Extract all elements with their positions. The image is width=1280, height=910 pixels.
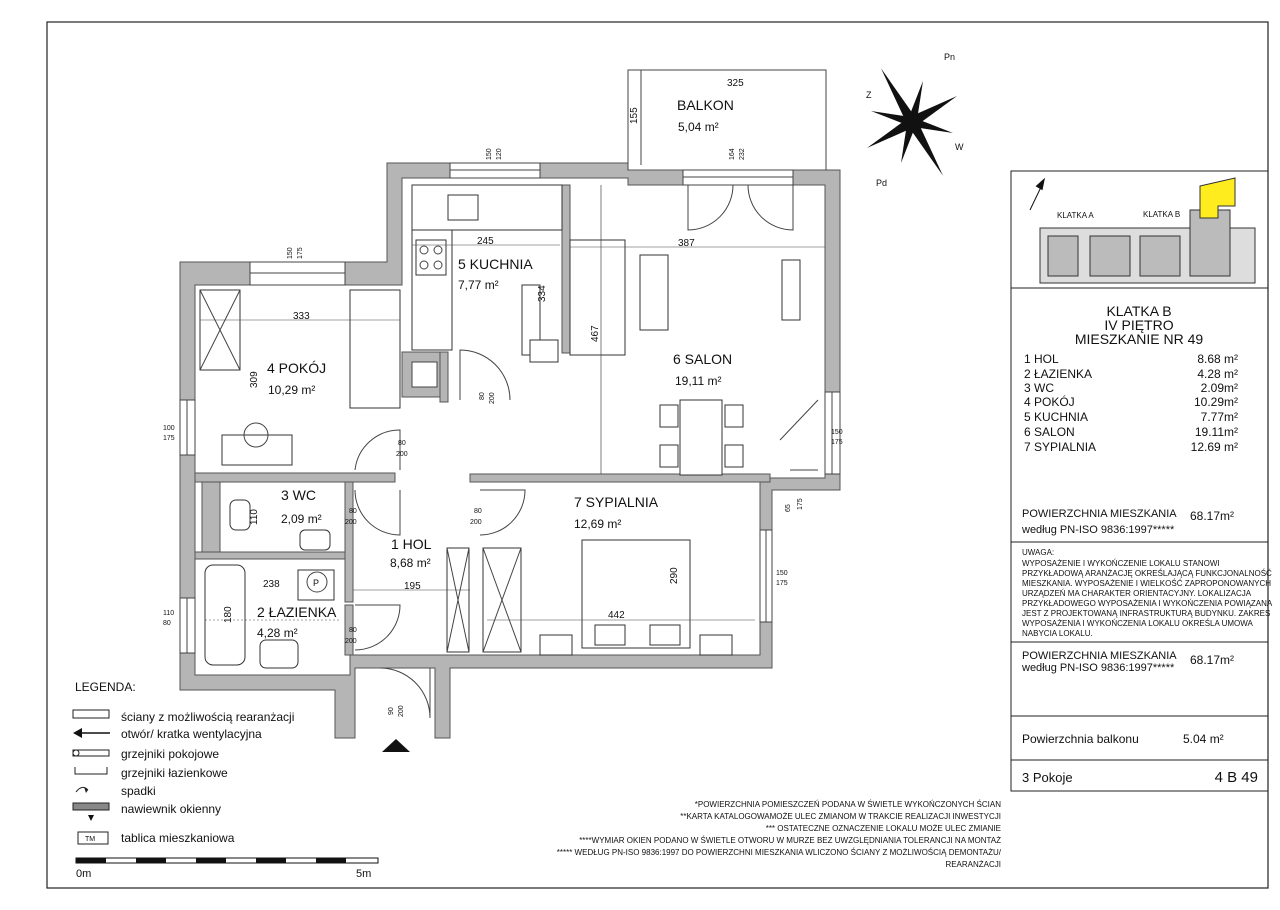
compass-north: Pn xyxy=(944,52,956,62)
title-line1: KLATKA B xyxy=(1106,303,1172,319)
room-pokoj-name: 4 POKÓJ xyxy=(267,360,327,376)
total-area2-label1: POWIERZCHNIA MIESZKANIA xyxy=(1022,650,1177,662)
footnote: *** OSTATECZNE OZNACZENIE LOKALU MOŻE ULEC ZMIANIE xyxy=(765,824,1001,833)
balcony-area-value: 5.04 m² xyxy=(1183,732,1224,746)
door-syp-h: 200 xyxy=(470,519,482,526)
footnote: ***** WEDŁUG PN-ISO 9836:1997 DO POWIERZCHNI MIESZKANIA WLICZONO ŚCIANY Z MOŻLIWOŚCIĄ DEMONTAŻU/ xyxy=(556,848,1001,857)
area-row-name: 7 SYPIALNIA xyxy=(1024,440,1097,454)
legend-wall-icon xyxy=(73,710,109,718)
win-syp-h: 175 xyxy=(776,580,788,587)
room-kuchnia-name: 5 KUCHNIA xyxy=(458,256,533,272)
area-row-value: 8.68 m² xyxy=(1197,352,1238,366)
wall-kuchnia-pokoj xyxy=(440,352,448,402)
flat-code: 4 B 49 xyxy=(1214,769,1258,786)
room-salon-name: 6 SALON xyxy=(673,351,733,367)
win-pokoj-w: 150 xyxy=(287,247,294,259)
area-row-value: 4.28 m² xyxy=(1197,367,1238,381)
legend xyxy=(73,680,378,880)
win-syp-w: 150 xyxy=(776,570,788,577)
total-area-value: 68.17m² xyxy=(1190,509,1235,523)
legend-item: tablica mieszkaniowa xyxy=(121,831,235,845)
title-line2: IV PIĘTRO xyxy=(1104,317,1174,333)
legend-slope-icon xyxy=(76,787,88,793)
dim-309: 309 xyxy=(249,371,260,388)
room-lazienka-area: 4,28 m² xyxy=(257,626,298,640)
door-laz-w: 80 xyxy=(349,627,357,634)
dim-180: 180 xyxy=(223,606,234,623)
uwaga-title: UWAGA: xyxy=(1022,548,1055,557)
dim-290: 290 xyxy=(669,567,680,584)
door-kuch-h: 200 xyxy=(489,392,496,404)
wall-pokoj-wc xyxy=(195,473,395,482)
room-kuchnia-area: 7,77 m² xyxy=(458,278,499,292)
legend-radiator-icon xyxy=(73,750,109,756)
legend-vent-icon xyxy=(73,728,110,738)
area-row-name: 1 HOL xyxy=(1024,352,1059,366)
area-row-name: 3 WC xyxy=(1024,381,1054,395)
door-sypialnia xyxy=(480,490,525,535)
compass-rose-icon xyxy=(836,42,988,201)
door-pokoj xyxy=(355,430,400,470)
win-kuchnia-w: 150 xyxy=(486,148,493,160)
rooms-count: 3 Pokoje xyxy=(1022,770,1073,785)
dim-245: 245 xyxy=(477,236,494,247)
footnote: *POWIERZCHNIA POMIESZCZEŃ PODANA W ŚWIETLE WYKOŃCZONYCH ŚCIAN xyxy=(694,800,1001,809)
door-lazienka xyxy=(355,605,400,650)
door-pokoj-h: 200 xyxy=(396,451,408,458)
room-wc-name: 3 WC xyxy=(281,487,316,503)
room-lazienka-name: 2 ŁAZIENKA xyxy=(257,604,337,620)
compass-east: Z xyxy=(866,90,872,100)
win-pokoj-h: 175 xyxy=(297,247,304,259)
dim-195: 195 xyxy=(404,581,421,592)
compass-south: Pd xyxy=(876,178,888,188)
area-row-value: 19.11m² xyxy=(1194,425,1238,439)
key-plan xyxy=(1030,176,1255,283)
door-ent-h: 200 xyxy=(398,705,405,717)
dim-325: 325 xyxy=(727,78,744,89)
legend-tm-label: TM xyxy=(85,836,96,843)
footnote: **KARTA KATALOGOWAMOŻE ULEC ZMIANOM W TRAKCIE REALIZACJI INWESTYCJI xyxy=(680,812,1001,821)
legend-item: nawiewnik okienny xyxy=(121,802,222,816)
dim-442: 442 xyxy=(608,610,625,621)
area-row-value: 2.09m² xyxy=(1200,381,1238,395)
win-syp-off: 65 xyxy=(785,504,792,512)
footnote: ****WYMIAR OKIEN PODANO W ŚWIETLE OTWORU W MURZE BEZ UWZGLĘDNIANIA TOLERANCJI NA MONTAŻ xyxy=(579,836,1001,845)
uwaga-line: WYPOSAŻENIE I WYKOŃCZENIE LOKALU STANOWI xyxy=(1022,559,1220,568)
door-pokoj-w: 80 xyxy=(398,440,406,447)
room-salon-area: 19,11 m² xyxy=(675,374,722,388)
uwaga-line: JEST Z PROJEKTOWANĄ INFRASTRUKTURĄ BUDYNKU. ZAKRES xyxy=(1022,609,1271,618)
uwaga-line: URZĄDZEŃ MA CHARAKTER ORIENTACYJNY. LOKALIZACJA xyxy=(1022,589,1252,598)
win-pokoj2-h: 175 xyxy=(163,435,175,442)
legend-trickle-vent-icon xyxy=(73,803,109,821)
area-row-value: 12.69 m² xyxy=(1190,440,1238,454)
balcony-area-label: Powierzchnia balkonu xyxy=(1022,732,1139,746)
uwaga-line: NABYCIA LOKALU. xyxy=(1022,629,1093,638)
win-laz-w: 110 xyxy=(163,610,175,617)
door-wc-h: 200 xyxy=(345,519,357,526)
win-salon2-w: 150 xyxy=(831,429,843,436)
door-kuch-w: 80 xyxy=(479,392,486,400)
win-syp-off2: 175 xyxy=(797,498,804,510)
legend-item: spadki xyxy=(121,784,156,798)
svg-text:P: P xyxy=(313,578,320,588)
uwaga-line: WYPOSAŻENIA I WYKOŃCZENIA LOKALU OKREŚLA UMOWA xyxy=(1022,619,1253,628)
area-row-name: 2 ŁAZIENKA xyxy=(1024,367,1093,381)
uwaga-line: PRZYKŁADOWĄ ARANŻACJĘ OKREŚLAJĄCĄ FUNKCJONALNOŚĆ xyxy=(1022,569,1272,578)
wall-hol-sypialnia xyxy=(470,474,770,482)
title-line3: MIESZKANIE NR 49 xyxy=(1074,331,1204,347)
area-row-value: 7.77m² xyxy=(1200,410,1238,424)
legend-bath-radiator-icon xyxy=(75,767,107,774)
uwaga-note xyxy=(1022,548,1273,638)
legend-item: otwór/ kratka wentylacyjna xyxy=(121,727,262,741)
legend-title: LEGENDA: xyxy=(75,680,136,694)
total-area2-value: 68.17m² xyxy=(1190,653,1235,667)
door-wc-w: 80 xyxy=(349,508,357,515)
room-pokoj-area: 10,29 m² xyxy=(268,383,316,397)
dim-155: 155 xyxy=(629,107,640,124)
dim-238: 238 xyxy=(263,579,280,590)
total-area2-label2: według PN-ISO 9836:1997***** xyxy=(1022,662,1175,674)
dim-467: 467 xyxy=(590,325,601,342)
room-wc-area: 2,09 m² xyxy=(281,512,322,526)
compass-west: W xyxy=(955,142,964,152)
footnotes xyxy=(557,800,1002,869)
room-hol-name: 1 HOL xyxy=(391,536,432,552)
scale-bar xyxy=(76,858,378,863)
area-row-name: 6 SALON xyxy=(1024,425,1075,439)
total-area-label2: według PN-ISO 9836:1997***** xyxy=(1022,524,1175,536)
key-plan-klatka-b: KLATKA B xyxy=(1143,210,1181,219)
floor-plan xyxy=(180,70,840,752)
win-kuchnia-h: 120 xyxy=(496,148,503,160)
key-plan-klatka-a: KLATKA A xyxy=(1057,211,1094,220)
dim-110: 110 xyxy=(249,509,260,525)
uwaga-line: MIESZKANIA. WYPOSAŻENIE I WIELKOŚĆ ZAPROPONOWANYCH xyxy=(1022,579,1272,588)
door-laz-h: 200 xyxy=(345,638,357,645)
door-wc xyxy=(355,490,400,535)
balcony-name: BALKON xyxy=(677,97,734,113)
total-area-label1: POWIERZCHNIA MIESZKANIA xyxy=(1022,508,1177,520)
room-sypialnia-area: 12,69 m² xyxy=(574,517,622,531)
door-syp-w: 80 xyxy=(474,508,482,515)
dim-334: 334 xyxy=(537,285,548,302)
wall-wc-hol xyxy=(345,482,353,602)
footnote: REARANŻACJI xyxy=(945,860,1001,869)
win-salon-w: 164 xyxy=(729,148,736,160)
wall-kuchnia-salon xyxy=(562,185,570,353)
dim-387: 387 xyxy=(678,238,695,249)
area-row-name: 5 KUCHNIA xyxy=(1024,410,1089,424)
win-salon-h: 232 xyxy=(739,148,746,160)
balcony-area: 5,04 m² xyxy=(678,120,719,134)
uwaga-line: PRZYKŁADOWEGO WYPOSAŻENIA I WYKOŃCZENIA POWIĄZANA xyxy=(1022,599,1273,608)
title-block xyxy=(1011,171,1273,791)
area-table xyxy=(1024,352,1238,454)
entrance-marker xyxy=(382,739,410,752)
room-sypialnia-name: 7 SYPIALNIA xyxy=(574,494,659,510)
area-row-value: 10.29m² xyxy=(1193,395,1238,409)
win-pokoj2-w: 100 xyxy=(163,425,175,432)
wall-stub xyxy=(202,482,220,552)
win-salon2-h: 175 xyxy=(831,439,843,446)
scale-end: 5m xyxy=(356,868,372,880)
win-laz-h: 80 xyxy=(163,620,171,627)
door-ent-w: 90 xyxy=(388,707,395,715)
wall-wc-lazienka xyxy=(195,552,345,559)
room-hol-area: 8,68 m² xyxy=(390,556,431,570)
legend-item: ściany z możliwością rearanżacji xyxy=(121,710,295,724)
dim-333: 333 xyxy=(293,311,310,322)
legend-item: grzejniki pokojowe xyxy=(121,747,220,761)
scale-start: 0m xyxy=(76,868,92,880)
area-row-name: 4 POKÓJ xyxy=(1024,395,1075,409)
legend-item: grzejniki łazienkowe xyxy=(121,766,228,780)
